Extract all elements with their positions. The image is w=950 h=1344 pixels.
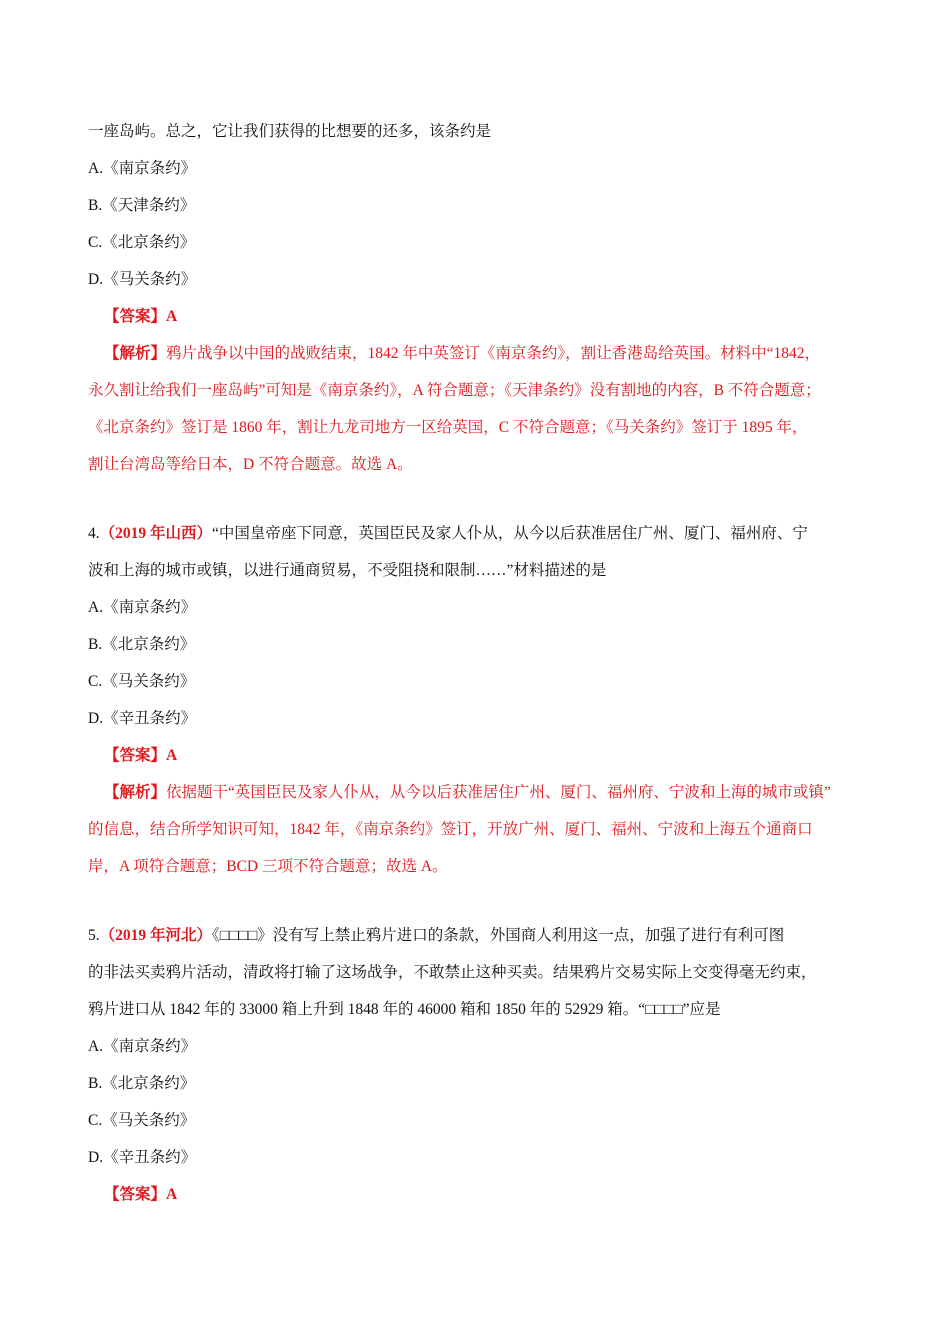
answer-value: A bbox=[166, 747, 178, 764]
q5-option-d: D.《辛丑条约》 bbox=[88, 1149, 197, 1166]
q5-option-a: A.《南京条约》 bbox=[88, 1038, 197, 1055]
analysis-label: 【解析】 bbox=[104, 784, 167, 801]
q4-option-b: B.《北京条约》 bbox=[88, 636, 196, 653]
answer-label: 【答案】 bbox=[104, 1186, 167, 1203]
q5-stem-line-1 bbox=[88, 922, 868, 959]
q5-source: （2019 年河北） bbox=[99, 927, 213, 944]
q3-analysis-line-3: 《北京条约》签订是 1860 年，割让九龙司地方一区给英国，C 不符合题意；《马关条约》签订于 1895 年， bbox=[88, 419, 808, 436]
q5-stem-line-2: 的非法买卖鸦片活动，清政将打输了这场战争，不敢禁止这种买卖。结果鸦片交易实际上交变得毫无约束， bbox=[88, 964, 817, 981]
q4-stem-line-2: 波和上海的城市或镇，以进行通商贸易，不受阻挠和限制……”材料描述的是 bbox=[88, 562, 607, 579]
analysis-label: 【解析】 bbox=[104, 345, 167, 362]
q4-analysis-line-1 bbox=[88, 779, 868, 816]
q4-analysis-line-2: 的信息，结合所学知识可知，1842 年，《南京条约》签订，开放广州、厦门、福州、宁波和上海五个通商口 bbox=[88, 821, 813, 838]
q5-answer bbox=[88, 1181, 868, 1218]
q5-option-c: C.《马关条约》 bbox=[88, 1112, 196, 1129]
answer-value: A bbox=[166, 308, 178, 325]
q4-option-d: D.《辛丑条约》 bbox=[88, 710, 197, 727]
answer-label: 【答案】 bbox=[104, 308, 167, 325]
q4-stem-line-1 bbox=[88, 520, 868, 557]
q3-option-c: C.《北京条约》 bbox=[88, 234, 196, 251]
q5-number: 5. bbox=[88, 927, 100, 944]
spacer bbox=[88, 890, 868, 922]
spacer bbox=[88, 488, 868, 520]
q3-option-d: D.《马关条约》 bbox=[88, 271, 197, 288]
q3-stem-tail: 一座岛屿。总之，它让我们获得的比想要的还多，该条约是 bbox=[88, 123, 492, 140]
answer-value: A bbox=[166, 1186, 178, 1203]
q4-answer bbox=[88, 742, 868, 779]
analysis-text: 鸦片战争以中国的战败结束，1842 年中英签订《南京条约》，割让香港岛给英国。材料中“1842， bbox=[166, 345, 821, 362]
q4-number: 4. bbox=[88, 525, 100, 542]
q5-option-b: B.《北京条约》 bbox=[88, 1075, 196, 1092]
q5-stem-text: 《□□□□》没有写上禁止鸦片进口的条款，外国商人利用这一点，加强了进行有利可图 bbox=[212, 927, 785, 944]
q3-answer bbox=[88, 303, 868, 340]
q4-stem-text: “中国皇帝座下同意，英国臣民及家人仆从，从今以后获准居住广州、厦门、福州府、宁 bbox=[212, 525, 808, 542]
analysis-text: 依据题干“英国臣民及家人仆从，从今以后获准居住广州、厦门、福州府、宁波和上海的城市或镇” bbox=[166, 784, 831, 801]
q4-analysis-line-3: 岸，A 项符合题意；BCD 三项不符合题意；故选 A。 bbox=[88, 858, 448, 875]
q3-option-b: B.《天津条约》 bbox=[88, 197, 196, 214]
q3-analysis-line-1 bbox=[88, 340, 868, 377]
q4-option-c: C.《马关条约》 bbox=[88, 673, 196, 690]
q3-option-a: A.《南京条约》 bbox=[88, 160, 197, 177]
answer-label: 【答案】 bbox=[104, 747, 167, 764]
q5-stem-line-3: 鸦片进口从 1842 年的 33000 箱上升到 1848 年的 46000 箱和 1850 年的 52929 箱。“□□□□”应是 bbox=[88, 1001, 721, 1018]
q4-option-a: A.《南京条约》 bbox=[88, 599, 197, 616]
q4-source: （2019 年山西） bbox=[99, 525, 213, 542]
q3-analysis-line-2: 永久割让给我们一座岛屿”可知是《南京条约》，A 符合题意；《天津条约》没有割地的内容，B 不符合题意； bbox=[88, 382, 821, 399]
q3-analysis-line-4: 割让台湾岛等给日本，D 不符合题意。故选 A。 bbox=[88, 456, 413, 473]
document-page bbox=[88, 118, 868, 1218]
